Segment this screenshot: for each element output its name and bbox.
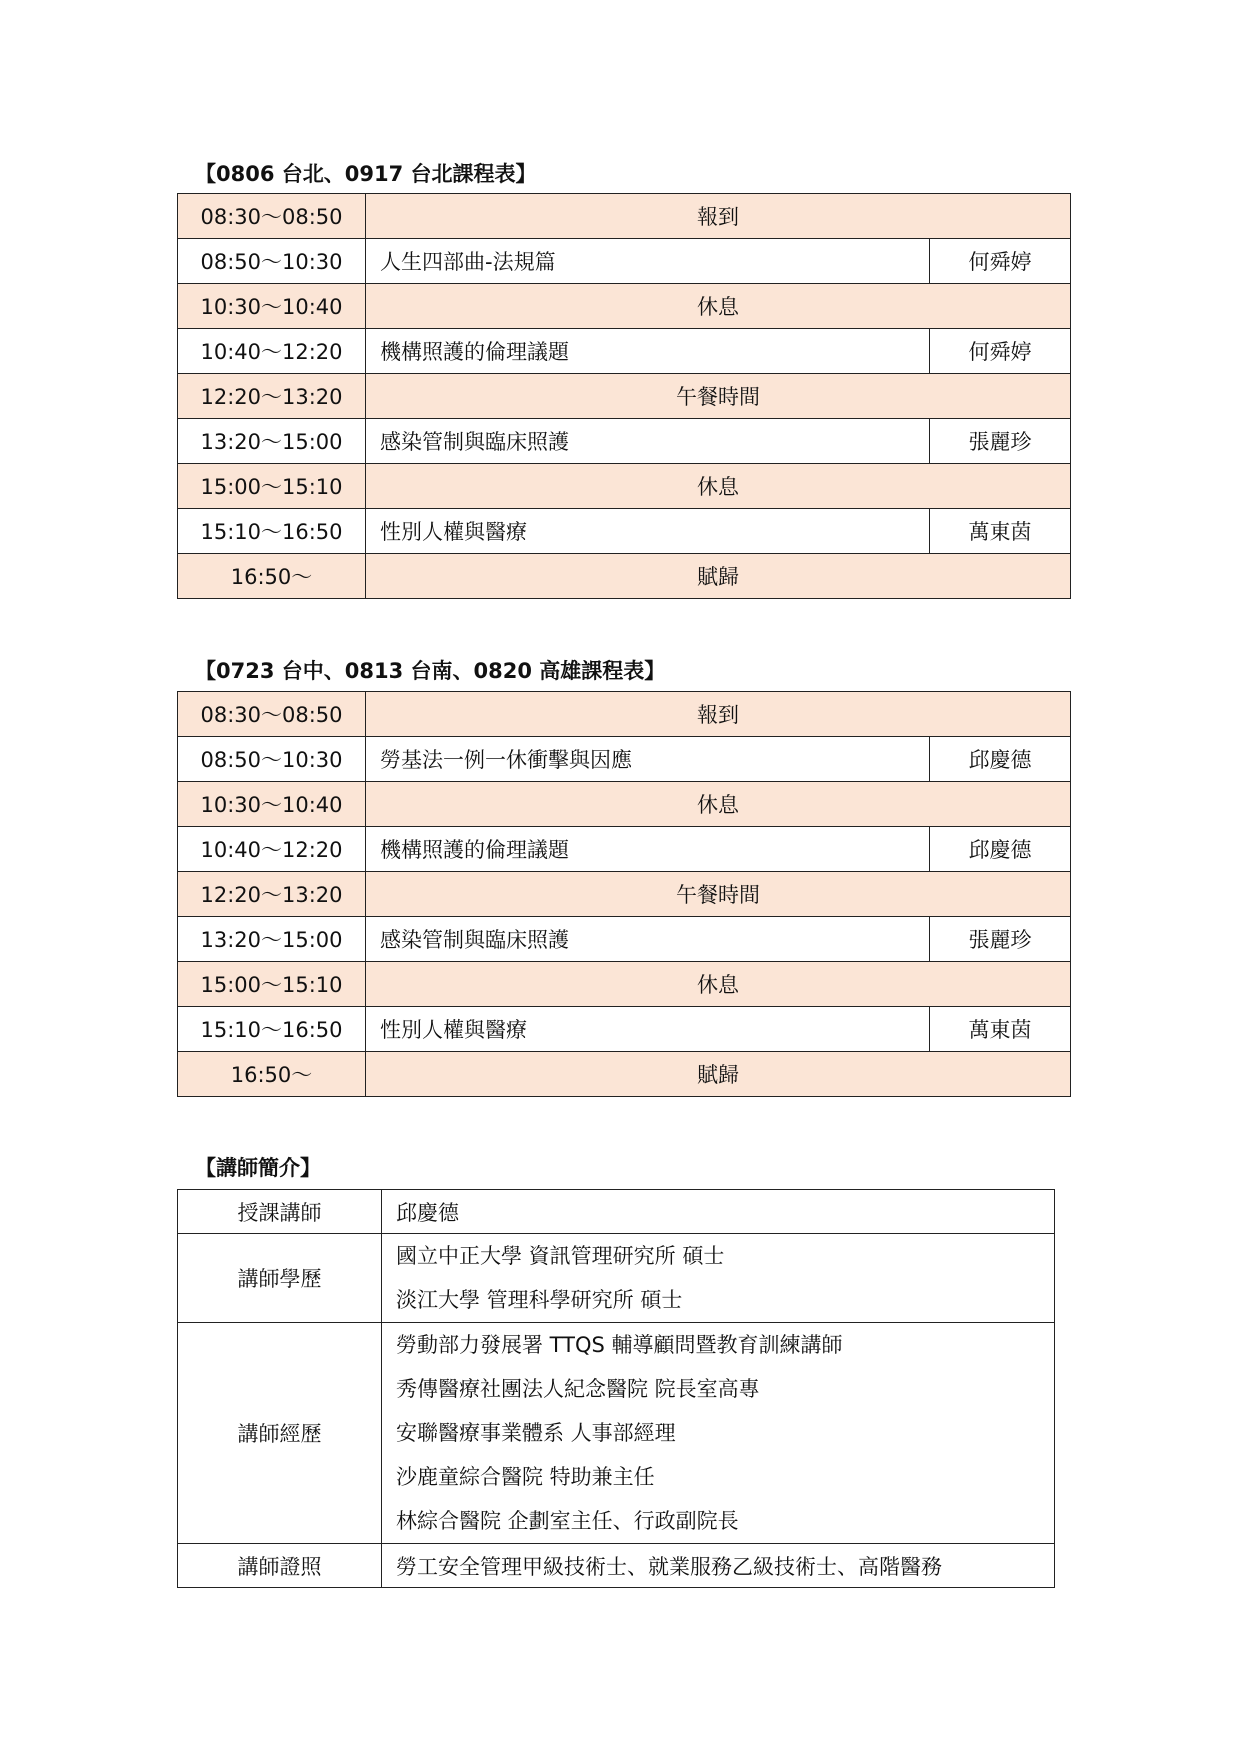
schedule-time: 10:30～10:40	[178, 284, 366, 329]
license-row	[178, 1544, 1055, 1588]
schedule-topic: 機構照護的倫理議題	[366, 827, 930, 872]
schedule-break: 休息	[366, 782, 1071, 827]
schedule-row	[178, 509, 1071, 554]
instructor-bio-table	[177, 1189, 1055, 1588]
experience-item: 林綜合醫院 企劃室主任、行政副院長	[396, 1509, 739, 1533]
experience-label: 講師經歷	[178, 1323, 382, 1544]
schedule-speaker: 萬東茵	[930, 509, 1071, 554]
schedule-time: 15:10～16:50	[178, 509, 366, 554]
schedule-speaker: 何舜婷	[930, 329, 1071, 374]
instructor-bio-title: 【講師簡介】	[195, 1156, 321, 1180]
schedule-row	[178, 872, 1071, 917]
schedule-row	[178, 827, 1071, 872]
experience-item: 勞動部力發展署 TTQS 輔導顧問暨教育訓練講師	[396, 1333, 843, 1357]
taipei-schedule-body	[178, 194, 1071, 599]
schedule-time: 15:00～15:10	[178, 962, 366, 1007]
schedule-row	[178, 239, 1071, 284]
schedule-time: 10:40～12:20	[178, 827, 366, 872]
schedule-row	[178, 962, 1071, 1007]
experience-item: 秀傳醫療社團法人紀念醫院 院長室高專	[396, 1377, 760, 1401]
taipei-schedule-table	[177, 193, 1071, 599]
schedule-time: 12:20～13:20	[178, 374, 366, 419]
instructor-name: 邱慶德	[382, 1190, 1055, 1234]
instructor-row	[178, 1190, 1055, 1234]
schedule-topic: 感染管制與臨床照護	[366, 419, 930, 464]
schedule-topic: 性別人權與醫療	[366, 509, 930, 554]
schedule-time: 13:20～15:00	[178, 419, 366, 464]
schedule-time: 15:00～15:10	[178, 464, 366, 509]
schedule-row	[178, 194, 1071, 239]
schedule-row	[178, 554, 1071, 599]
education-list	[382, 1234, 1055, 1323]
schedule-break: 賦歸	[366, 554, 1071, 599]
schedule-break: 休息	[366, 284, 1071, 329]
education-label: 講師學歷	[178, 1234, 382, 1323]
schedule-time: 16:50～	[178, 554, 366, 599]
schedule-row	[178, 1052, 1071, 1097]
experience-item: 安聯醫療事業體系 人事部經理	[396, 1421, 676, 1445]
schedule-row	[178, 917, 1071, 962]
license-label: 講師證照	[178, 1544, 382, 1588]
south-schedule-table	[177, 691, 1071, 1097]
experience-item: 沙鹿童綜合醫院 特助兼主任	[396, 1465, 655, 1489]
schedule-topic: 感染管制與臨床照護	[366, 917, 930, 962]
schedule-row	[178, 692, 1071, 737]
schedule-topic: 性別人權與醫療	[366, 1007, 930, 1052]
schedule-row	[178, 782, 1071, 827]
schedule-row	[178, 284, 1071, 329]
schedule-row	[178, 419, 1071, 464]
schedule-row	[178, 1007, 1071, 1052]
schedule-time: 10:40～12:20	[178, 329, 366, 374]
schedule-speaker: 何舜婷	[930, 239, 1071, 284]
south-schedule-body	[178, 692, 1071, 1097]
schedule-time: 12:20～13:20	[178, 872, 366, 917]
schedule-break: 報到	[366, 194, 1071, 239]
schedule-break: 報到	[366, 692, 1071, 737]
experience-list	[382, 1323, 1055, 1544]
schedule-time: 15:10～16:50	[178, 1007, 366, 1052]
schedule-row	[178, 464, 1071, 509]
south-schedule-title: 【0723 台中、0813 台南、0820 高雄課程表】	[195, 659, 666, 683]
schedule-break: 休息	[366, 464, 1071, 509]
schedule-topic: 勞基法一例一休衝擊與因應	[366, 737, 930, 782]
schedule-speaker: 張麗珍	[930, 419, 1071, 464]
taipei-schedule-title: 【0806 台北、0917 台北課程表】	[195, 162, 537, 186]
schedule-break: 午餐時間	[366, 872, 1071, 917]
schedule-row	[178, 374, 1071, 419]
schedule-time: 13:20～15:00	[178, 917, 366, 962]
license-value: 勞工安全管理甲級技術士、就業服務乙級技術士、高階醫務	[382, 1544, 1055, 1588]
schedule-time: 08:30～08:50	[178, 194, 366, 239]
schedule-time: 10:30～10:40	[178, 782, 366, 827]
schedule-time: 08:50～10:30	[178, 239, 366, 284]
schedule-speaker: 邱慶德	[930, 737, 1071, 782]
schedule-speaker: 萬東茵	[930, 1007, 1071, 1052]
education-item: 國立中正大學 資訊管理研究所 碩士	[396, 1244, 725, 1268]
education-row	[178, 1234, 1055, 1323]
schedule-time: 16:50～	[178, 1052, 366, 1097]
education-item: 淡江大學 管理科學研究所 碩士	[396, 1288, 683, 1312]
schedule-topic: 人生四部曲-法規篇	[366, 239, 930, 284]
schedule-speaker: 邱慶德	[930, 827, 1071, 872]
schedule-speaker: 張麗珍	[930, 917, 1071, 962]
schedule-break: 休息	[366, 962, 1071, 1007]
schedule-topic: 機構照護的倫理議題	[366, 329, 930, 374]
experience-row	[178, 1323, 1055, 1544]
schedule-time: 08:50～10:30	[178, 737, 366, 782]
schedule-break: 午餐時間	[366, 374, 1071, 419]
instructor-label: 授課講師	[178, 1190, 382, 1234]
schedule-time: 08:30～08:50	[178, 692, 366, 737]
schedule-row	[178, 737, 1071, 782]
schedule-row	[178, 329, 1071, 374]
schedule-break: 賦歸	[366, 1052, 1071, 1097]
